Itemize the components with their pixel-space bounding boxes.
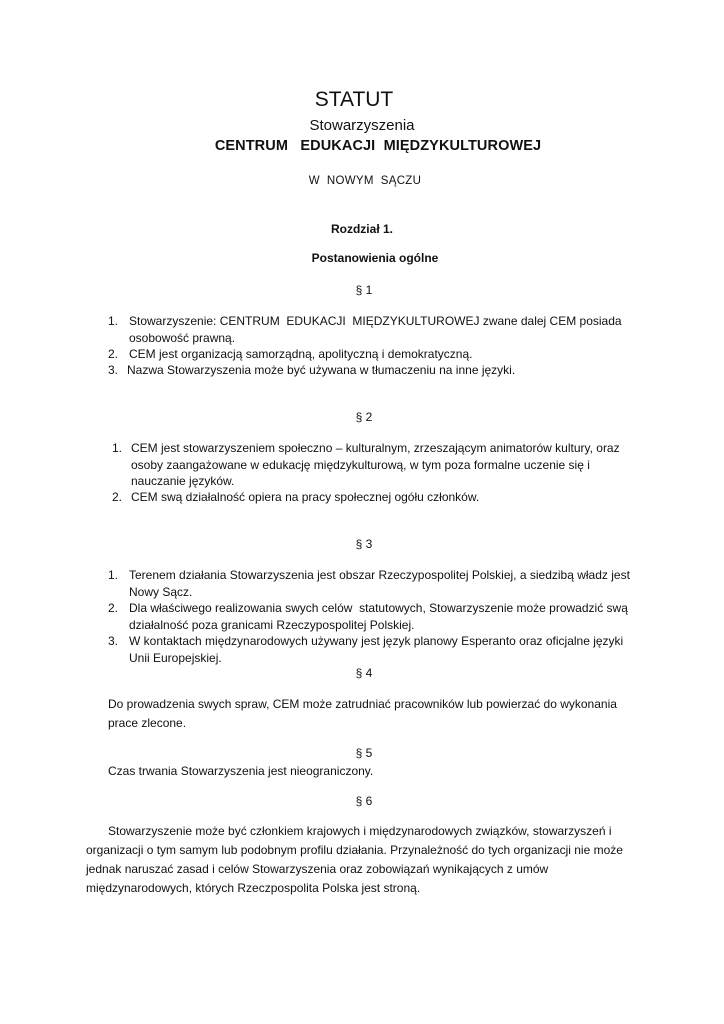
organization-city: W NOWYM SĄCZU <box>308 175 422 187</box>
list-item-line: osobowość prawną. <box>129 330 236 345</box>
list-item-line: Nowy Sącz. <box>129 584 193 599</box>
document-title: STATUT <box>314 88 394 111</box>
chapter-number: Rozdział 1. <box>330 222 393 236</box>
list-item-line: Dla właściwego realizowania swych celów statutowych, Stowarzyszenie może prowadzić swą <box>129 601 628 615</box>
section-mark-3: § 3 <box>355 537 373 551</box>
paragraph-line: Czas trwania Stowarzyszenia jest nieograniczony. <box>108 764 374 778</box>
list-item-line: Unii Europejskiej. <box>129 650 222 665</box>
paragraph-line: międzynarodowych, których Rzeczpospolita Polska jest stroną. <box>86 881 421 895</box>
list-item-number: 3. <box>108 363 119 377</box>
paragraph-line: Stowarzyszenie może być członkiem krajowych i międzynarodowych związków, stowarzyszeń i <box>108 824 612 838</box>
section-mark-1: § 1 <box>355 283 373 297</box>
list-item-line: nauczanie języków. <box>131 474 235 488</box>
list-item-number: 3. <box>108 634 119 648</box>
section-mark-6: § 6 <box>355 794 373 808</box>
list-item-line: Stowarzyszenie: CENTRUM EDUKACJI MIĘDZYKULTUROWEJ zwane dalej CEM posiada <box>129 314 622 328</box>
list-item-line: CEM jest organizacją samorządną, apolityczną i demokratyczną. <box>129 347 473 361</box>
list-item-line: W kontaktach międzynarodowych używany jest język planowy Esperanto oraz oficjalne języki <box>129 634 624 648</box>
list-item-line: Terenem działania Stowarzyszenia jest obszar Rzeczypospolitej Polskiej, a siedzibą władz jest <box>129 568 630 582</box>
chapter-name: Postanowienia ogólne <box>311 251 439 265</box>
list-item-line: Nazwa Stowarzyszenia może być używana w tłumaczeniu na inne języki. <box>127 363 516 377</box>
organization-name: CENTRUM EDUKACJI MIĘDZYKULTUROWEJ <box>214 138 542 154</box>
section-mark-4: § 4 <box>355 666 373 680</box>
paragraph-line: prace zlecone. <box>108 716 187 730</box>
list-item-number: 2. <box>108 347 119 361</box>
list-item-number: 1. <box>108 314 119 328</box>
paragraph-line: Do prowadzenia swych spraw, CEM może zatrudniać pracowników lub powierzać do wykonania <box>108 697 617 711</box>
section-mark-5: § 5 <box>355 746 373 760</box>
list-item-line: CEM swą działalność opiera na pracy społecznej ogółu członków. <box>131 490 480 504</box>
list-item-line: osoby zaangażowane w edukację międzykulturową, w tym poza formalne uczenie się i <box>131 457 590 472</box>
list-item-line: działalność poza granicami Rzeczypospolitej Polskiej. <box>129 617 415 632</box>
document-subtitle: Stowarzyszenia <box>309 117 415 134</box>
section-mark-2: § 2 <box>355 410 373 424</box>
paragraph-line: jednak naruszać zasad i celów Stowarzyszenia oraz zobowiązań wynikających z umów <box>86 862 549 876</box>
list-item-number: 1. <box>112 441 123 455</box>
list-item-line: CEM jest stowarzyszeniem społeczno – kulturalnym, zrzeszającym animatorów kultury, oraz <box>131 441 620 455</box>
list-item-number: 2. <box>108 601 119 615</box>
list-item-number: 2. <box>112 490 123 504</box>
paragraph-line: organizacji o tym samym lub podobnym profilu działania. Przynależność do tych organizacji nie może <box>86 843 623 857</box>
list-item-number: 1. <box>108 568 119 582</box>
